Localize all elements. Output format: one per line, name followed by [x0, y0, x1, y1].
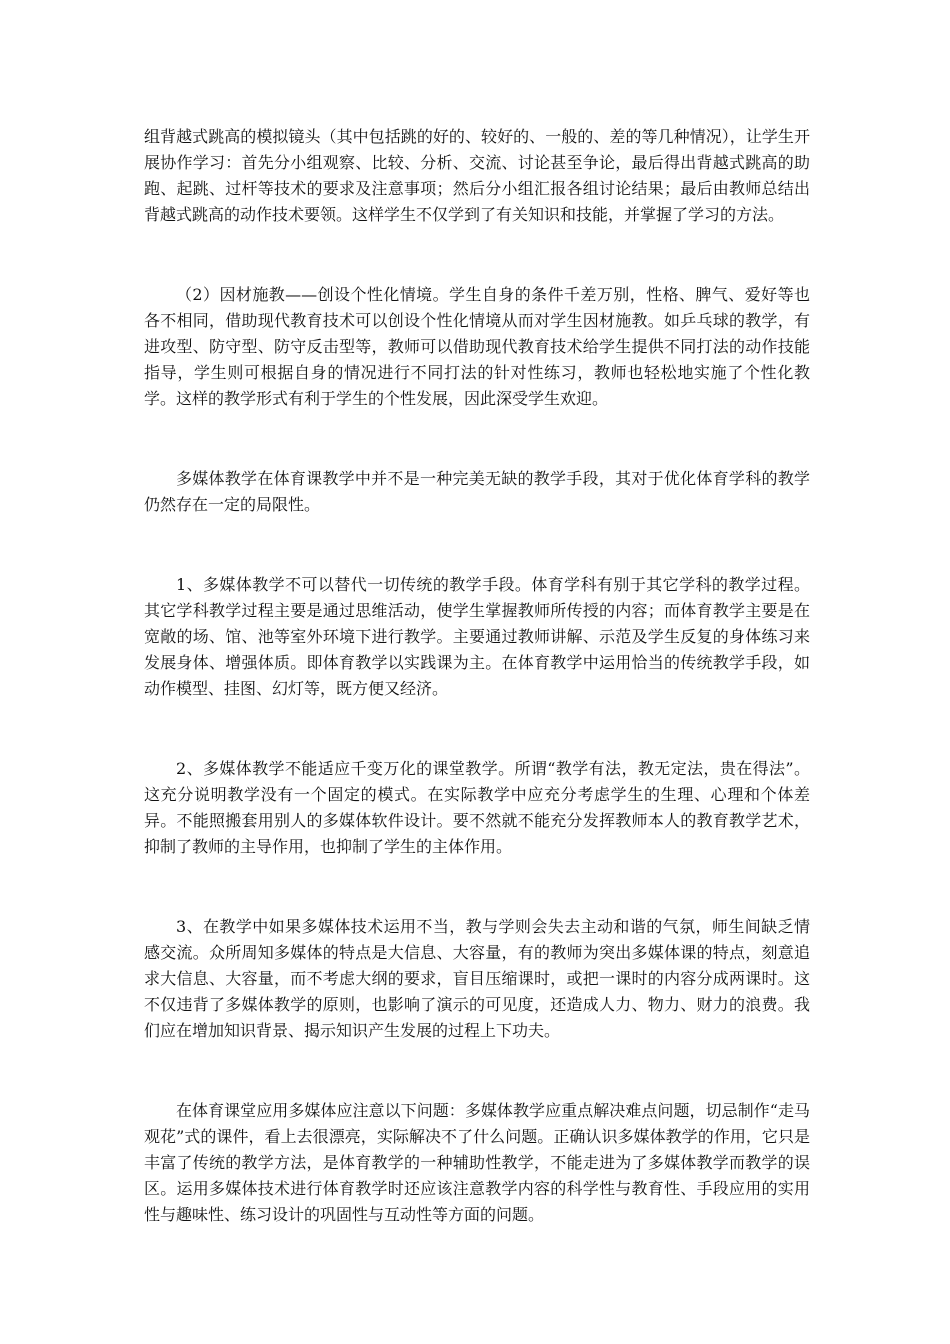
- paragraph-usage-notes: 在体育课堂应用多媒体应注意以下问题：多媒体教学应重点解决难点问题，切忌制作“走马观花”式的课件，看上去很漂亮，实际解决不了什么问题。正确认识多媒体教学的作用，它只是丰富了传统的教学方法，是体育教学的一种辅助性教学，不能走进为了多媒体教学而教学的误区。运用多媒体技术进行体育教学时还应该注意教学内容的科学性与教育性、手段应用的实用性与趣味性、练习设计的巩固性与互动性等方面的问题。: [144, 1101, 810, 1224]
- paragraph-limitation-3: 3、在教学中如果多媒体技术运用不当，教与学则会失去主动和谐的气氛，师生间缺乏情感交流。众所周知多媒体的特点是大信息、大容量，有的教师为突出多媒体课的特点，刻意追求大信息、大容量，而不考虑大纲的要求，盲目压缩课时，或把一课时的内容分成两课时。这不仅违背了多媒体教学的原则，也影响了演示的可见度，还造成人力、物力、财力的浪费。我们应在增加知识背景、揭示知识产生发展的过程上下功夫。: [144, 917, 810, 1040]
- document-body: [144, 124, 810, 1282]
- paragraph-multimedia-limitations: 多媒体教学在体育课教学中并不是一种完美无缺的教学手段，其对于优化体育学科的教学仍然存在一定的局限性。: [144, 469, 810, 514]
- paragraph-high-jump-cooperative-learning: 组背越式跳高的模拟镜头（其中包括跳的好的、较好的、一般的、差的等几种情况），让学生开展协作学习：首先分小组观察、比较、分析、交流、讨论甚至争论，最后得出背越式跳高的助跑、起跳、过杆等技术的要求及注意事项；然后分小组汇报各组讨论结果；最后由教师总结出背越式跳高的动作技术要领。这样学生不仅学到了有关知识和技能，并掌握了学习的方法。: [144, 127, 810, 224]
- paragraph-individualized-teaching: （2）因材施教——创设个性化情境。学生自身的条件千差万别，性格、脾气、爱好等也各不相同，借助现代教育技术可以创设个性化情境从而对学生因材施教。如乒乓球的教学，有进攻型、防守型、防守反击型等，教师可以借助现代教育技术给学生提供不同打法的动作技能指导，学生则可根据自身的情况进行不同打法的针对性练习，教师也轻松地实施了个性化教学。这样的教学形式有利于学生的个性发展，因此深受学生欢迎。: [144, 285, 810, 408]
- paragraph-limitation-1: 1、多媒体教学不可以替代一切传统的教学手段。体育学科有别于其它学科的教学过程。其它学科教学过程主要是通过思维活动，使学生掌握教师所传授的内容；而体育教学主要是在宽敞的场、馆、池等室外环境下进行教学。主要通过教师讲解、示范及学生反复的身体练习来发展身体、增强体质。即体育教学以实践课为主。在体育教学中运用恰当的传统教学手段，如动作模型、挂图、幻灯等，既方便又经济。: [144, 575, 810, 698]
- paragraph-limitation-2: 2、多媒体教学不能适应千变万化的课堂教学。所谓“教学有法，教无定法，贵在得法”。这充分说明教学没有一个固定的模式。在实际教学中应充分考虑学生的生理、心理和个体差异。不能照搬套用别人的多媒体软件设计。要不然就不能充分发挥教师本人的教育教学艺术，抑制了教师的主导作用，也抑制了学生的主体作用。: [144, 759, 810, 856]
